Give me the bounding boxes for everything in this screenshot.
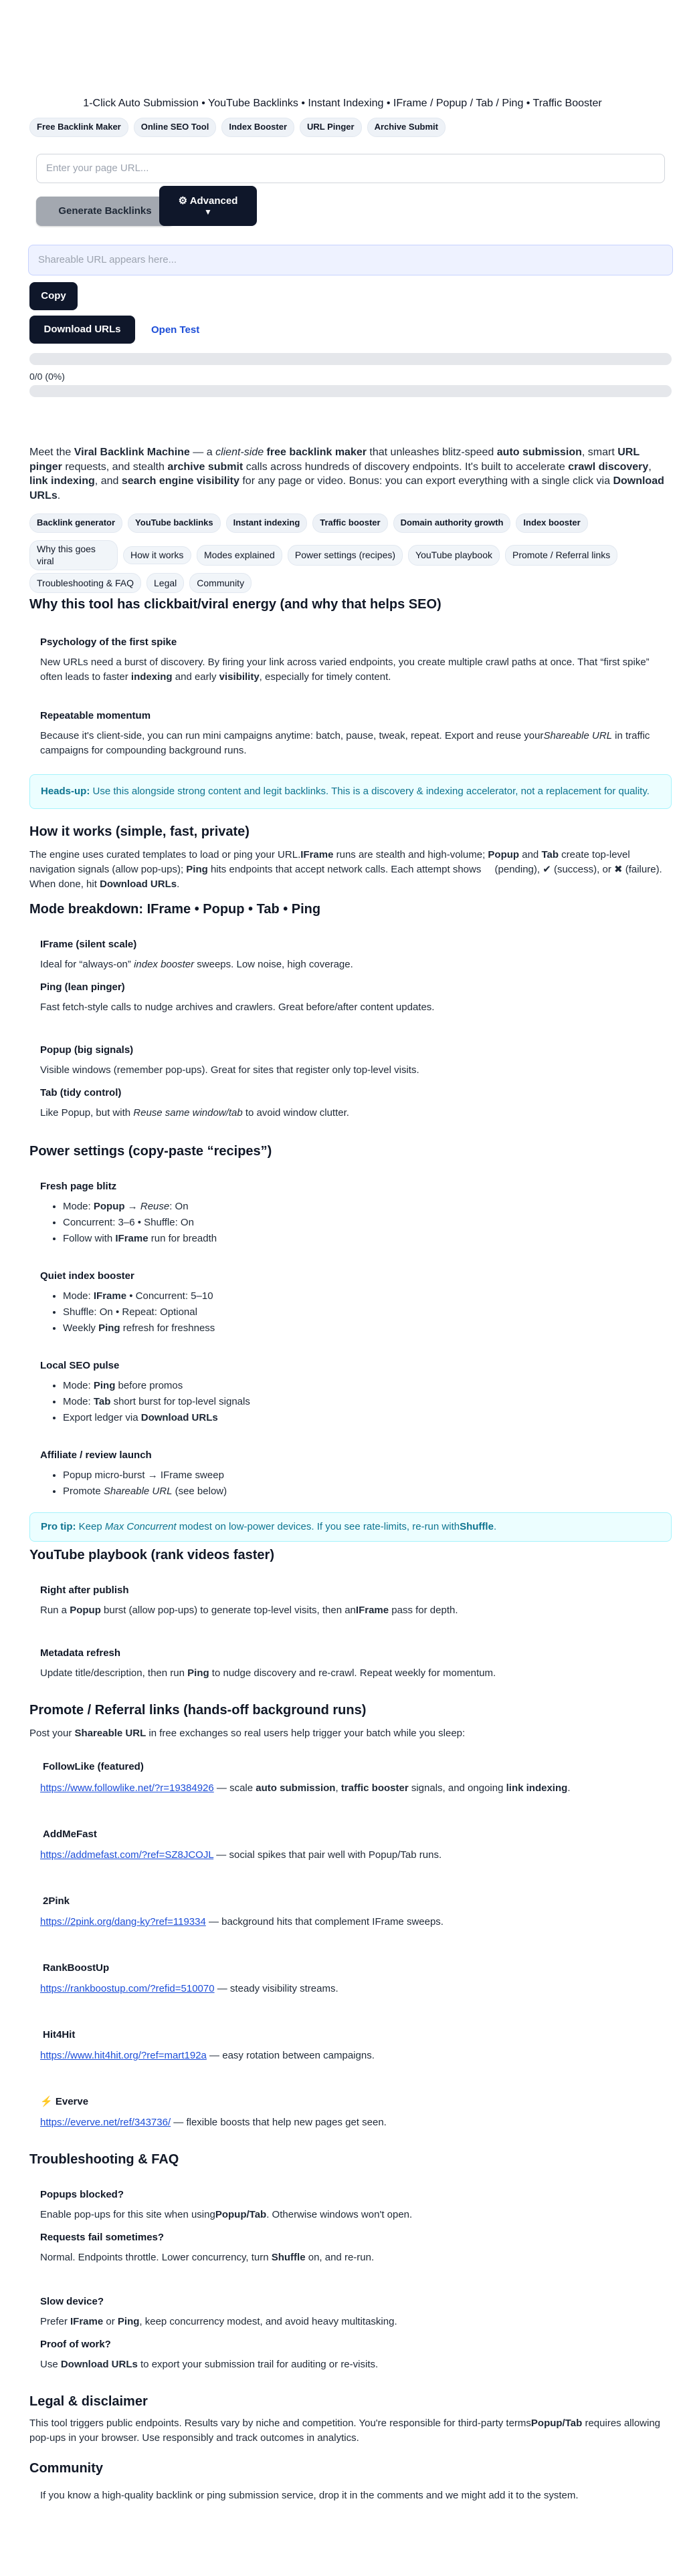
list-item: • Promote Shareable URL (see below) [63,1484,227,1499]
referral-addmefast-text: https://addmefast.com/?ref=SZ8JCOJL — social spikes that pair well with Popup/Tab runs. [40,1849,442,1861]
toc-youtube-playbook[interactable]: YouTube playbook [408,545,500,565]
secondary-progress-bar [29,385,672,397]
referral-rankboostup-title: RankBoostUp [43,1962,110,1974]
faq-q4: Proof of work? [40,2339,111,2350]
referral-everve-text: https://everve.net/ref/343736/ — flexible boosts that help new pages get seen. [40,2117,387,2128]
recipe2-list [40,1288,215,1336]
list-item: • Popup micro-burst → IFrame sweep [63,1468,227,1483]
tag-instant-indexing: Instant indexing [226,513,308,533]
referral-everve-title: ⚡ Everve [40,2096,89,2107]
recipe3-title: Local SEO pulse [40,1360,120,1371]
tab-archive-submit[interactable]: Archive Submit [367,118,446,137]
tab-free-backlink-maker[interactable]: Free Backlink Maker [29,118,128,137]
youtube-card1-text: Run a Popup burst (allow pop-ups) to generate top-level visits, then anIFrame pass for depth. [40,1605,458,1616]
tab-url-pinger[interactable]: URL Pinger [300,118,362,137]
referral-2pink-title: 2Pink [43,1895,70,1907]
open-test-link[interactable]: Open Test [151,324,200,336]
toc-why-viral[interactable]: Why this goes viral [29,540,118,570]
faq-a4: Use Download URLs to export your submission trail for auditing or re-visits. [40,2359,379,2370]
list-item: • Shuffle: On • Repeat: Optional [63,1305,215,1320]
chevron-down-icon: ▼ [204,207,212,217]
list-item: • Weekly Ping refresh for freshness [63,1321,215,1336]
youtube-card2-text: Update title/description, then run Ping to nudge discovery and re-crawl. Repeat weekly for momentum. [40,1667,496,1679]
referral-rankboostup-text: https://rankboostup.com/?refid=510070 — steady visibility streams. [40,1983,338,1994]
why-card2-title: Repeatable momentum [40,710,151,721]
legal-heading: Legal & disclaimer [29,2394,148,2409]
youtube-heading: YouTube playbook (rank videos faster) [29,1548,274,1562]
faq-a2: Normal. Endpoints throttle. Lower concurrency, turn Shuffle on, and re-run. [40,2252,375,2263]
shareable-url-placeholder: Shareable URL appears here... [38,254,177,266]
recipe3-list [40,1377,250,1426]
generate-backlinks-button[interactable]: Generate Backlinks [36,197,174,226]
why-heading: Why this tool has clickbait/viral energy (and why that helps SEO) [29,597,442,612]
youtube-card1-title: Right after publish [40,1585,129,1596]
list-item: • Mode: Ping before promos [63,1379,250,1393]
mode-tab-text: Like Popup, but with Reuse same window/tab to avoid window clutter. [40,1107,349,1119]
referral-followlike-text: https://www.followlike.net/?r=19384926 — scale auto submission, traffic booster signals, and ongoing link indexing. [40,1782,571,1794]
list-item: • Follow with IFrame run for breadth [63,1232,217,1246]
tagline: 1-Click Auto Submission • YouTube Backlinks • Instant Indexing • IFrame / Popup / Tab / Ping • Traffic Booster [83,98,602,109]
mode-ping-title: Ping (lean pinger) [40,981,125,993]
modes-heading: Mode breakdown: IFrame • Popup • Tab • Ping [29,902,321,917]
mode-popup-title: Popup (big signals) [40,1044,134,1056]
progress-wrap [29,353,672,365]
output-wrap [28,245,673,275]
toc-promote-referral[interactable]: Promote / Referral links [505,545,617,565]
pro-tip-note: Pro tip: Keep Max Concurrent modest on low-power devices. If you see rate-limits, re-run withShuffle. [29,1512,672,1542]
download-urls-button[interactable]: Download URLs [29,316,135,344]
promote-intro: Post your Shareable URL in free exchanges so real users help trigger your batch while you sleep: [29,1728,466,1739]
toc-nav [29,540,672,593]
faq-heading: Troubleshooting & FAQ [29,2152,179,2167]
referral-2pink-text: https://2pink.org/dang-ky?ref=119334 — background hits that complement IFrame sweeps. [40,1916,444,1927]
referral-2pink-link[interactable]: https://2pink.org/dang-ky?ref=119334 [40,1916,206,1927]
list-item: • Mode: Tab short burst for top-level signals [63,1395,250,1409]
intro-paragraph: Meet the Viral Backlink Machine — a client-side free backlink maker that unleashes blitz-speed auto submission, smart URL pinger requests, and stealth archive submit calls across hundreds of discovery endpoints. It's built to accelerate crawl discovery, link indexing, and search engine visibility for any page or video. Bonus: you can export everything with a single click via Download URLs. [29,447,664,501]
referral-addmefast-title: AddMeFast [43,1829,97,1840]
tab-index-booster[interactable]: Index Booster [221,118,294,137]
faq-q3: Slow device? [40,2296,104,2307]
recipe1-list [40,1198,217,1247]
list-item: • Mode: Popup → Reuse: On [63,1199,217,1214]
faq-a3: Prefer IFrame or Ping, keep concurrency modest, and avoid heavy multitasking. [40,2316,397,2327]
tag-domain-authority-growth: Domain authority growth [393,513,511,533]
recipes-heading: Power settings (copy-paste “recipes”) [29,1144,272,1159]
why-card1-title: Psychology of the first spike [40,636,177,648]
referral-followlike-title: FollowLike (featured) [43,1761,144,1772]
faq-q2: Requests fail sometimes? [40,2232,165,2243]
toc-legal[interactable]: Legal [146,573,184,593]
copy-button[interactable]: Copy [29,282,78,310]
mode-ping-text: Fast fetch-style calls to nudge archives and crawlers. Great before/after content updates. [40,1002,435,1013]
toc-modes[interactable]: Modes explained [197,545,282,565]
how-heading: How it works (simple, fast, private) [29,824,250,839]
advanced-button[interactable] [159,186,257,226]
advanced-label: Advanced [189,195,238,207]
referral-followlike-link[interactable]: https://www.followlike.net/?r=19384926 [40,1782,214,1794]
referral-everve-link[interactable]: https://everve.net/ref/343736/ [40,2117,171,2128]
mode-iframe-title: IFrame (silent scale) [40,939,137,950]
tag-backlink-generator: Backlink generator [29,513,122,533]
tag-index-booster: Index booster [516,513,587,533]
faq-q1: Popups blocked? [40,2189,124,2200]
community-text: If you know a high-quality backlink or ping submission service, drop it in the comments and we might add it to the system. [40,2490,579,2501]
referral-hit4hit-title: Hit4Hit [43,2029,76,2040]
promote-heading: Promote / Referral links (hands-off background runs) [29,1703,367,1718]
tag-traffic-booster: Traffic booster [312,513,387,533]
progress-text: 0/0 (0%) [29,371,65,382]
keyword-tag-row [29,513,588,533]
referral-rankboostup-link[interactable]: https://rankboostup.com/?refid=510070 [40,1983,215,1994]
mode-iframe-text: Ideal for “always-on” index booster sweeps. Low noise, high coverage. [40,959,353,970]
toc-how-it-works[interactable]: How it works [123,546,191,565]
toc-troubleshooting[interactable]: Troubleshooting & FAQ [29,573,141,593]
list-item: • Concurrent: 3–6 • Shuffle: On [63,1215,217,1230]
url-input-wrap [36,154,665,183]
recipe4-title: Affiliate / review launch [40,1449,152,1461]
community-heading: Community [29,2461,103,2476]
advanced-label-row [179,195,238,207]
why-card1-text: New URLs need a burst of discovery. By firing your link across varied endpoints, you create multiple crawl paths at once. That “first spike” often leads to faster indexing and early visibility, especially for timely content. [40,657,650,683]
gear-icon: ⚙ [178,195,188,207]
toc-power-settings[interactable]: Power settings (recipes) [288,545,403,565]
why-card2-text: Because it's client-side, you can run mini campaigns anytime: batch, pause, tweak, repeat. Export and reuse yourShareable URL in traffic campaigns for compounding background runs. [40,730,650,756]
referral-addmefast-link[interactable]: https://addmefast.com/?ref=SZ8JCOJL [40,1849,214,1861]
shareable-url-output[interactable] [28,245,673,275]
youtube-card2-title: Metadata refresh [40,1647,121,1659]
recipe2-title: Quiet index booster [40,1270,134,1282]
url-input-placeholder: Enter your page URL... [46,162,149,174]
referral-hit4hit-link[interactable]: https://www.hit4hit.org/?ref=mart192a [40,2050,207,2061]
list-item: • Mode: IFrame • Concurrent: 5–10 [63,1289,215,1304]
legal-text: This tool triggers public endpoints. Results vary by niche and competition. You're responsible for third-party termsPopup/Tab requires allowing pop-ups in your browser. Use responsibly and track outcomes in analytics. [29,2418,661,2444]
heads-up-note: Heads-up: Use this alongside strong content and legit backlinks. This is a discovery & indexing accelerator, not a replacement for quality. [29,774,672,809]
tab-online-seo-tool[interactable]: Online SEO Tool [134,118,217,137]
tag-youtube-backlinks: YouTube backlinks [128,513,221,533]
how-text: The engine uses curated templates to load or ping your URL.IFrame runs are stealth and high-volume; Popup and Tab create top-level navigation signals (allow pop-ups); Ping hits endpoints that accept network calls. Each attempt shows (pending), ✔ (success), or ✖ (failure). When done, hit Download URLs. [29,849,662,890]
url-input[interactable] [36,154,665,183]
progress-bar [29,353,672,365]
top-tab-row [29,118,446,137]
mode-popup-text: Visible windows (remember pop-ups). Great for sites that register only top-level visits. [40,1064,419,1076]
recipe1-title: Fresh page blitz [40,1181,117,1192]
toc-community[interactable]: Community [189,573,252,593]
faq-a1: Enable pop-ups for this site when usingPopup/Tab. Otherwise windows won't open. [40,2209,413,2220]
recipe4-list [40,1467,227,1500]
mode-tab-title: Tab (tidy control) [40,1087,122,1098]
referral-hit4hit-text: https://www.hit4hit.org/?ref=mart192a — easy rotation between campaigns. [40,2050,375,2061]
list-item: • Export ledger via Download URLs [63,1411,250,1425]
